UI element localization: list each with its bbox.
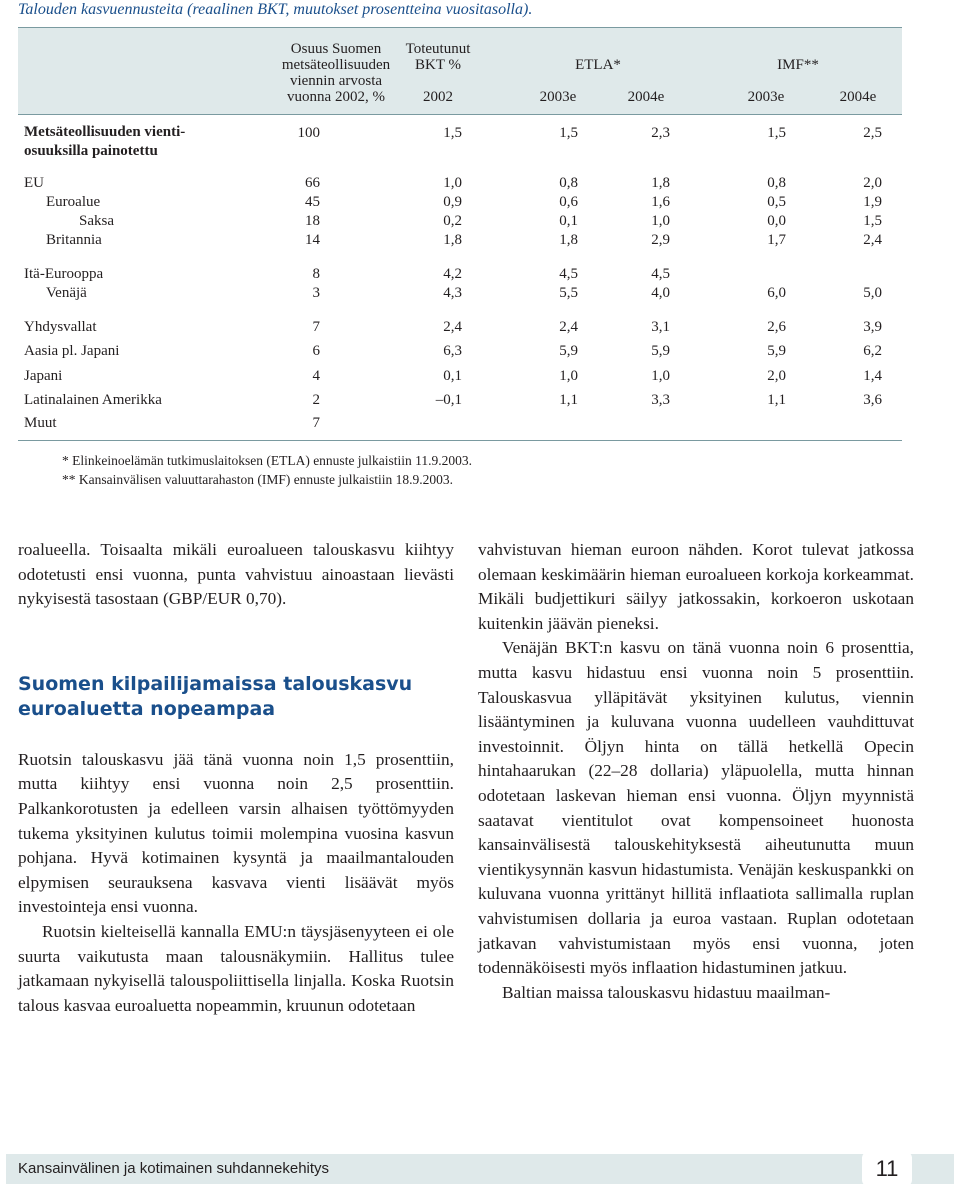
row-label: Venäjä (46, 285, 87, 301)
row-label: EU (24, 175, 44, 191)
header-etla: ETLA* (575, 57, 621, 73)
note-imf: ** Kansainvälisen valuuttarahaston (IMF) ennuste julkaistiin 18.9.2003. (62, 472, 454, 487)
cell-share: 6 (312, 343, 320, 359)
header-actual-line: BKT % (415, 57, 461, 73)
row-label: Aasia pl. Japani (24, 343, 120, 359)
cell-imf-2004: 6,2 (863, 343, 882, 359)
cell-imf-2004: 3,6 (863, 392, 882, 408)
cell-imf-2004: 2,0 (863, 175, 882, 191)
cell-imf-2003: 0,0 (767, 213, 786, 229)
header-share-line: vuonna 2002, % (287, 89, 385, 105)
header-year-2002: 2002 (423, 89, 453, 105)
cell-imf-2004: 5,0 (863, 285, 882, 301)
paragraph: Ruotsin kielteisellä kannalla EMU:n täysjäsenyyteen ei ole suurta vaikutusta maan talousnäkymiin. Hallitus tulee jatkamaan nykyisellä talouspoliittisella linjalla. Koska Ruotsin talous kasvaa euroaluetta nopeammin, kruunun odotetaan (18, 921, 454, 1015)
header-imf-2003: 2003e (747, 89, 785, 105)
row-label: Muut (24, 415, 57, 431)
table-row (18, 192, 902, 212)
cell-etla-2004: 1,0 (651, 213, 670, 229)
cell-imf-2003: 2,6 (767, 319, 786, 335)
cell-2002: 0,2 (443, 213, 462, 229)
note-etla: * Elinkeinoelämän tutkimuslaitoksen (ETLA) ennuste julkaistiin 11.9.2003. (62, 453, 473, 468)
cell-share: 7 (312, 319, 320, 335)
cell-etla-2003: 4,5 (559, 266, 578, 282)
cell-share: 100 (297, 125, 320, 141)
paragraph: Ruotsin talouskasvu jää tänä vuonna noin 1,5 prosenttiin, mutta kiihtyy ensi vuonna noin 2,5 prosenttiin. Palkankorotusten ja edelleen varsin alhaisen työttömyyden tukema yksityinen kulutus toimii molempina vuosina kasvun pohjana. Hyvä kotimainen kysyntä ja maailmantalouden elpymisen seurauksena kasvava vienti lisäävät myös investointeja ensi vuonna. (18, 749, 454, 917)
cell-share: 2 (312, 392, 320, 408)
section-heading: Suomen kilpailijamaissa talouskasvu euroaluetta nopeampaa (18, 672, 413, 720)
row-label: Itä-Eurooppa (24, 266, 104, 282)
footer-title: Kansainvälinen ja kotimainen suhdannekehitys (18, 1160, 330, 1177)
cell-share: 8 (312, 266, 320, 282)
header-etla-2003: 2003e (539, 89, 577, 105)
cell-share: 3 (312, 285, 320, 301)
paragraph: roalueella. Toisaalta mikäli euroalueen talouskasvu kiihtyy odotetusti ensi vuonna, punta vahvistuu ainoastaan lievästi nykyisestä tasostaan (GBP/EUR 0,70). (18, 540, 454, 609)
cell-2002: 1,8 (443, 232, 462, 248)
row-label-line: osuuksilla painotettu (24, 143, 158, 159)
header-share-line: Osuus Suomen (290, 41, 382, 57)
table-row (18, 283, 902, 303)
cell-2002: 0,1 (443, 368, 462, 384)
cell-imf-2003: 1,7 (767, 232, 786, 248)
cell-imf-2004: 2,4 (863, 232, 882, 248)
header-share-line: viennin arvosta (289, 73, 383, 89)
cell-share: 7 (312, 415, 320, 431)
table-row (18, 390, 902, 410)
cell-imf-2004: 3,9 (863, 319, 882, 335)
cell-etla-2003: 0,1 (559, 213, 578, 229)
cell-2002: 4,2 (443, 266, 462, 282)
cell-etla-2003: 1,8 (559, 232, 578, 248)
table-row (18, 264, 902, 284)
cell-2002: 0,9 (443, 194, 462, 210)
cell-imf-2003: 0,5 (767, 194, 786, 210)
row-label: Britannia (46, 232, 102, 248)
table-bottom-rule (18, 440, 902, 441)
paragraph: Baltian maissa talouskasvu hidastuu maailman- (502, 982, 831, 1002)
cell-etla-2004: 1,8 (651, 175, 670, 191)
cell-etla-2003: 1,1 (559, 392, 578, 408)
header-actual-line: Toteutunut (405, 41, 471, 57)
table-row-weighted (18, 123, 902, 163)
table-row (18, 317, 902, 337)
row-label: Latinalainen Amerikka (24, 392, 162, 408)
cell-etla-2004: 1,0 (651, 368, 670, 384)
row-label: Saksa (79, 213, 114, 229)
cell-share: 14 (305, 232, 320, 248)
cell-etla-2003: 1,0 (559, 368, 578, 384)
cell-imf-2003: 6,0 (767, 285, 786, 301)
cell-share: 4 (312, 368, 320, 384)
cell-imf-2003: 0,8 (767, 175, 786, 191)
cell-etla-2004: 3,1 (651, 319, 670, 335)
cell-2002: 1,0 (443, 175, 462, 191)
header-imf: IMF** (777, 57, 819, 73)
header-share-line: metsäteollisuuden (281, 57, 391, 73)
cell-etla-2003: 1,5 (559, 125, 578, 141)
cell-share: 66 (305, 175, 320, 191)
page-number: 11 (862, 1152, 912, 1186)
table-row (18, 211, 902, 231)
table-row (18, 413, 902, 433)
cell-imf-2003: 5,9 (767, 343, 786, 359)
table-header (18, 27, 902, 115)
cell-etla-2004: 4,5 (651, 266, 670, 282)
header-etla-2004: 2004e (627, 89, 665, 105)
table-row (18, 366, 902, 386)
cell-etla-2003: 2,4 (559, 319, 578, 335)
cell-2002: 4,3 (443, 285, 462, 301)
paragraph: vahvistuvan hieman euroon nähden. Korot tulevat jatkossa olemaan keskimäärin hieman euroalueen korkoja korkeammat. Mikäli budjettikuri säilyy jatkossakin, korkoeron uskotaan kuitenkin jäävän pieneksi. (478, 540, 914, 633)
cell-share: 45 (305, 194, 320, 210)
text-column-right (478, 538, 914, 1005)
cell-imf-2004: 2,5 (863, 125, 882, 141)
table-notes (62, 451, 472, 489)
cell-2002: 1,5 (443, 125, 462, 141)
table-body (18, 113, 902, 441)
table-row (18, 230, 902, 250)
table-row (18, 173, 902, 193)
cell-2002: 2,4 (443, 319, 462, 335)
row-label-line: Metsäteollisuuden vienti- (24, 124, 186, 140)
cell-2002: –0,1 (435, 392, 462, 408)
cell-etla-2004: 4,0 (651, 285, 670, 301)
cell-etla-2003: 5,9 (559, 343, 578, 359)
cell-etla-2004: 3,3 (651, 392, 670, 408)
cell-imf-2003: 2,0 (767, 368, 786, 384)
row-label (24, 123, 185, 161)
cell-etla-2003: 0,8 (559, 175, 578, 191)
text-column-left (18, 538, 454, 1018)
cell-etla-2004: 5,9 (651, 343, 670, 359)
table-row (18, 341, 902, 361)
cell-etla-2004: 1,6 (651, 194, 670, 210)
cell-share: 18 (305, 213, 320, 229)
cell-imf-2004: 1,9 (863, 194, 882, 210)
cell-2002: 6,3 (443, 343, 462, 359)
cell-etla-2003: 0,6 (559, 194, 578, 210)
row-label: Japani (24, 368, 63, 384)
cell-etla-2004: 2,9 (651, 232, 670, 248)
cell-imf-2004: 1,4 (863, 368, 882, 384)
cell-imf-2004: 1,5 (863, 213, 882, 229)
cell-etla-2004: 2,3 (651, 125, 670, 141)
cell-imf-2003: 1,1 (767, 392, 786, 408)
cell-imf-2003: 1,5 (767, 125, 786, 141)
table-caption: Talouden kasvuennusteita (reaalinen BKT, muutokset prosentteina vuositasolla). (18, 1, 533, 18)
page-footer (0, 1152, 960, 1189)
row-label: Yhdysvallat (24, 319, 97, 335)
forecast-table (18, 27, 902, 441)
header-actual (378, 41, 498, 73)
row-label: Euroalue (46, 194, 101, 210)
header-imf-2004: 2004e (839, 89, 877, 105)
cell-etla-2003: 5,5 (559, 285, 578, 301)
paragraph: Venäjän BKT:n kasvu on tänä vuonna noin 6 prosenttia, mutta kasvu hidastuu ensi vuonna noin 5 prosenttiin. Talouskasvua ylläpitävät yksityinen kulutus, viennin lisääntyminen ja kuluvana vuonna uudelleen vauhdittuvat investoinnit. Öljyn hinta on tällä hetkellä Opecin hintahaarukan (22–28 dollaria) yläpuolella, mutta hinnan odotetaan laskevan hieman ensi vuonna. Öljyn myynnistä saatavat vientitulot ovat kompensoineet huonosta kansainvälisestä talouskehityksestä aiheutunutta muun vientikysynnän kasvun hidastumista. Venäjän keskuspankki on kuluvana vuonna yrittänyt hillitä inflaatiota sallimalla ruplan vahvistumisen dollaria ja euroa vastaan. Ruplan odotetaan jatkavan vahvistumistaan myös ensi vuonna, joten todennäköisesti myös inflaation hidastuminen jatkuu. (478, 638, 914, 978)
